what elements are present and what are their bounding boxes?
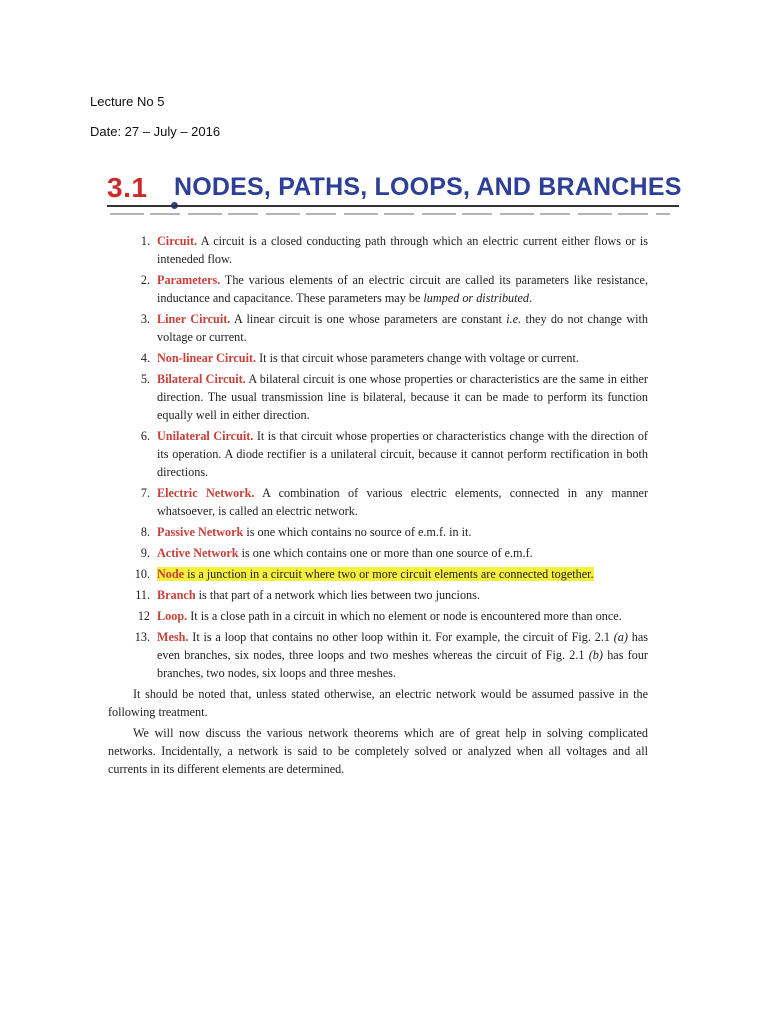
item-text-end: has four branches, two nodes, six loops and three meshes. [157,648,648,680]
list-item [108,310,648,346]
list-item [108,349,648,367]
item-text: A circuit is a closed conducting path through which an electric current either flows or is inteneded flow. [157,234,648,266]
item-term: Bilateral Circuit. [157,372,246,386]
item-term: Circuit. [157,234,198,248]
item-text: is that part of a network which lies between two juncions. [195,588,480,602]
item-text: It is that circuit whose properties or characteristics change with the direction of its operation. A diode rectifier is a unilateral circuit, because it cannot perform rectification in both directions. [157,429,648,479]
body-paragraph: We will now discuss the various network theorems which are of great help in solving complicated networks. Incidentally, a network is said to be completely solved or analyzed when all voltages and all currents in its different elements are determined. [108,726,648,776]
item-text: is one which contains one or more than one source of e.m.f. [238,546,533,560]
item-term: Unilateral Circuit. [157,429,254,443]
item-text-mid: has even branches, six nodes, three loops and two meshes whereas the circuit of Fig. 2.1 [157,630,648,662]
item-text-end: . [529,291,533,305]
item-term: Passive Network [157,525,244,539]
section-heading [107,170,682,210]
item-text: A linear circuit is one whose parameters are constant [230,312,507,326]
item-text: It is a loop that contains no other loop within it. For example, the circuit of Fig. 2.1 [188,630,614,644]
item-text-end: they do not change with voltage or current. [157,312,648,344]
item-number: 1. [140,234,150,248]
item-emphasis: (a) [613,630,628,644]
lecture-number: Lecture No 5 [90,94,165,109]
list-item [108,544,648,562]
item-number: 7. [140,486,150,500]
item-emphasis: (b) [588,648,603,662]
definitions-list [108,232,648,781]
item-text: is a junction in a circuit where two or more circuit elements are connected together. [184,567,594,581]
item-number: 4. [140,351,150,365]
item-number: 10. [134,567,150,581]
item-number: 3. [140,312,150,326]
body-paragraph: It should be noted that, unless stated otherwise, an electric network would be assumed passive in the following treatment. [108,687,648,719]
item-term: Liner Circuit. [157,312,231,326]
text-highlight [157,567,594,581]
list-item [108,628,648,682]
item-term: Active Network [157,546,239,560]
list-item [108,586,648,604]
lecture-date: Date: 27 – July – 2016 [90,124,221,139]
item-number: 6. [140,429,150,443]
list-item [108,271,648,307]
item-text: The various elements of an electric circuit are called its parameters like resistance, inductance and capacitance. These parameters may be [157,273,648,305]
item-number: 8. [140,525,150,539]
item-text: A bilateral circuit is one whose properties or characteristics are the same in either direction. The usual transmission line is bilateral, because it can be made to perform its function equally well in either direction. [157,372,648,422]
list-item [108,232,648,268]
list-item [108,523,648,541]
section-title: NODES, PATHS, LOOPS, AND BRANCHES [174,173,682,201]
item-text: A combination of various electric elements, connected in any manner whatsoever, is called an electric network. [157,486,649,518]
item-emphasis: i.e. [506,312,522,326]
list-item-highlighted [108,565,648,583]
item-number: 2. [140,273,150,287]
item-number: 9. [140,546,150,560]
item-number: 11. [135,588,150,602]
item-term: Node [157,567,185,581]
item-text: is one which contains no source of e.m.f. in it. [243,525,472,539]
list-item [108,484,648,520]
cropped-text-line [110,210,670,218]
item-term: Mesh. [157,630,189,644]
item-text: It is that circuit whose parameters change with voltage or current. [256,351,579,365]
item-term: Parameters. [157,273,221,287]
item-term: Loop. [157,609,188,623]
section-number: 3.1 [107,172,148,203]
item-number: 5. [140,372,150,386]
item-number: 13. [134,630,150,644]
list-item [108,370,648,424]
heading-underline [107,205,679,207]
list-item [108,607,648,625]
item-term: Branch [157,588,196,602]
item-text: It is a close path in a circuit in which no element or node is encountered more than once. [187,609,622,623]
item-number: 12 [137,609,150,623]
item-emphasis: lumped or distributed [423,291,530,305]
item-term: Non-linear Circuit. [157,351,257,365]
list-item [108,427,648,481]
item-term: Electric Network. [157,486,255,500]
